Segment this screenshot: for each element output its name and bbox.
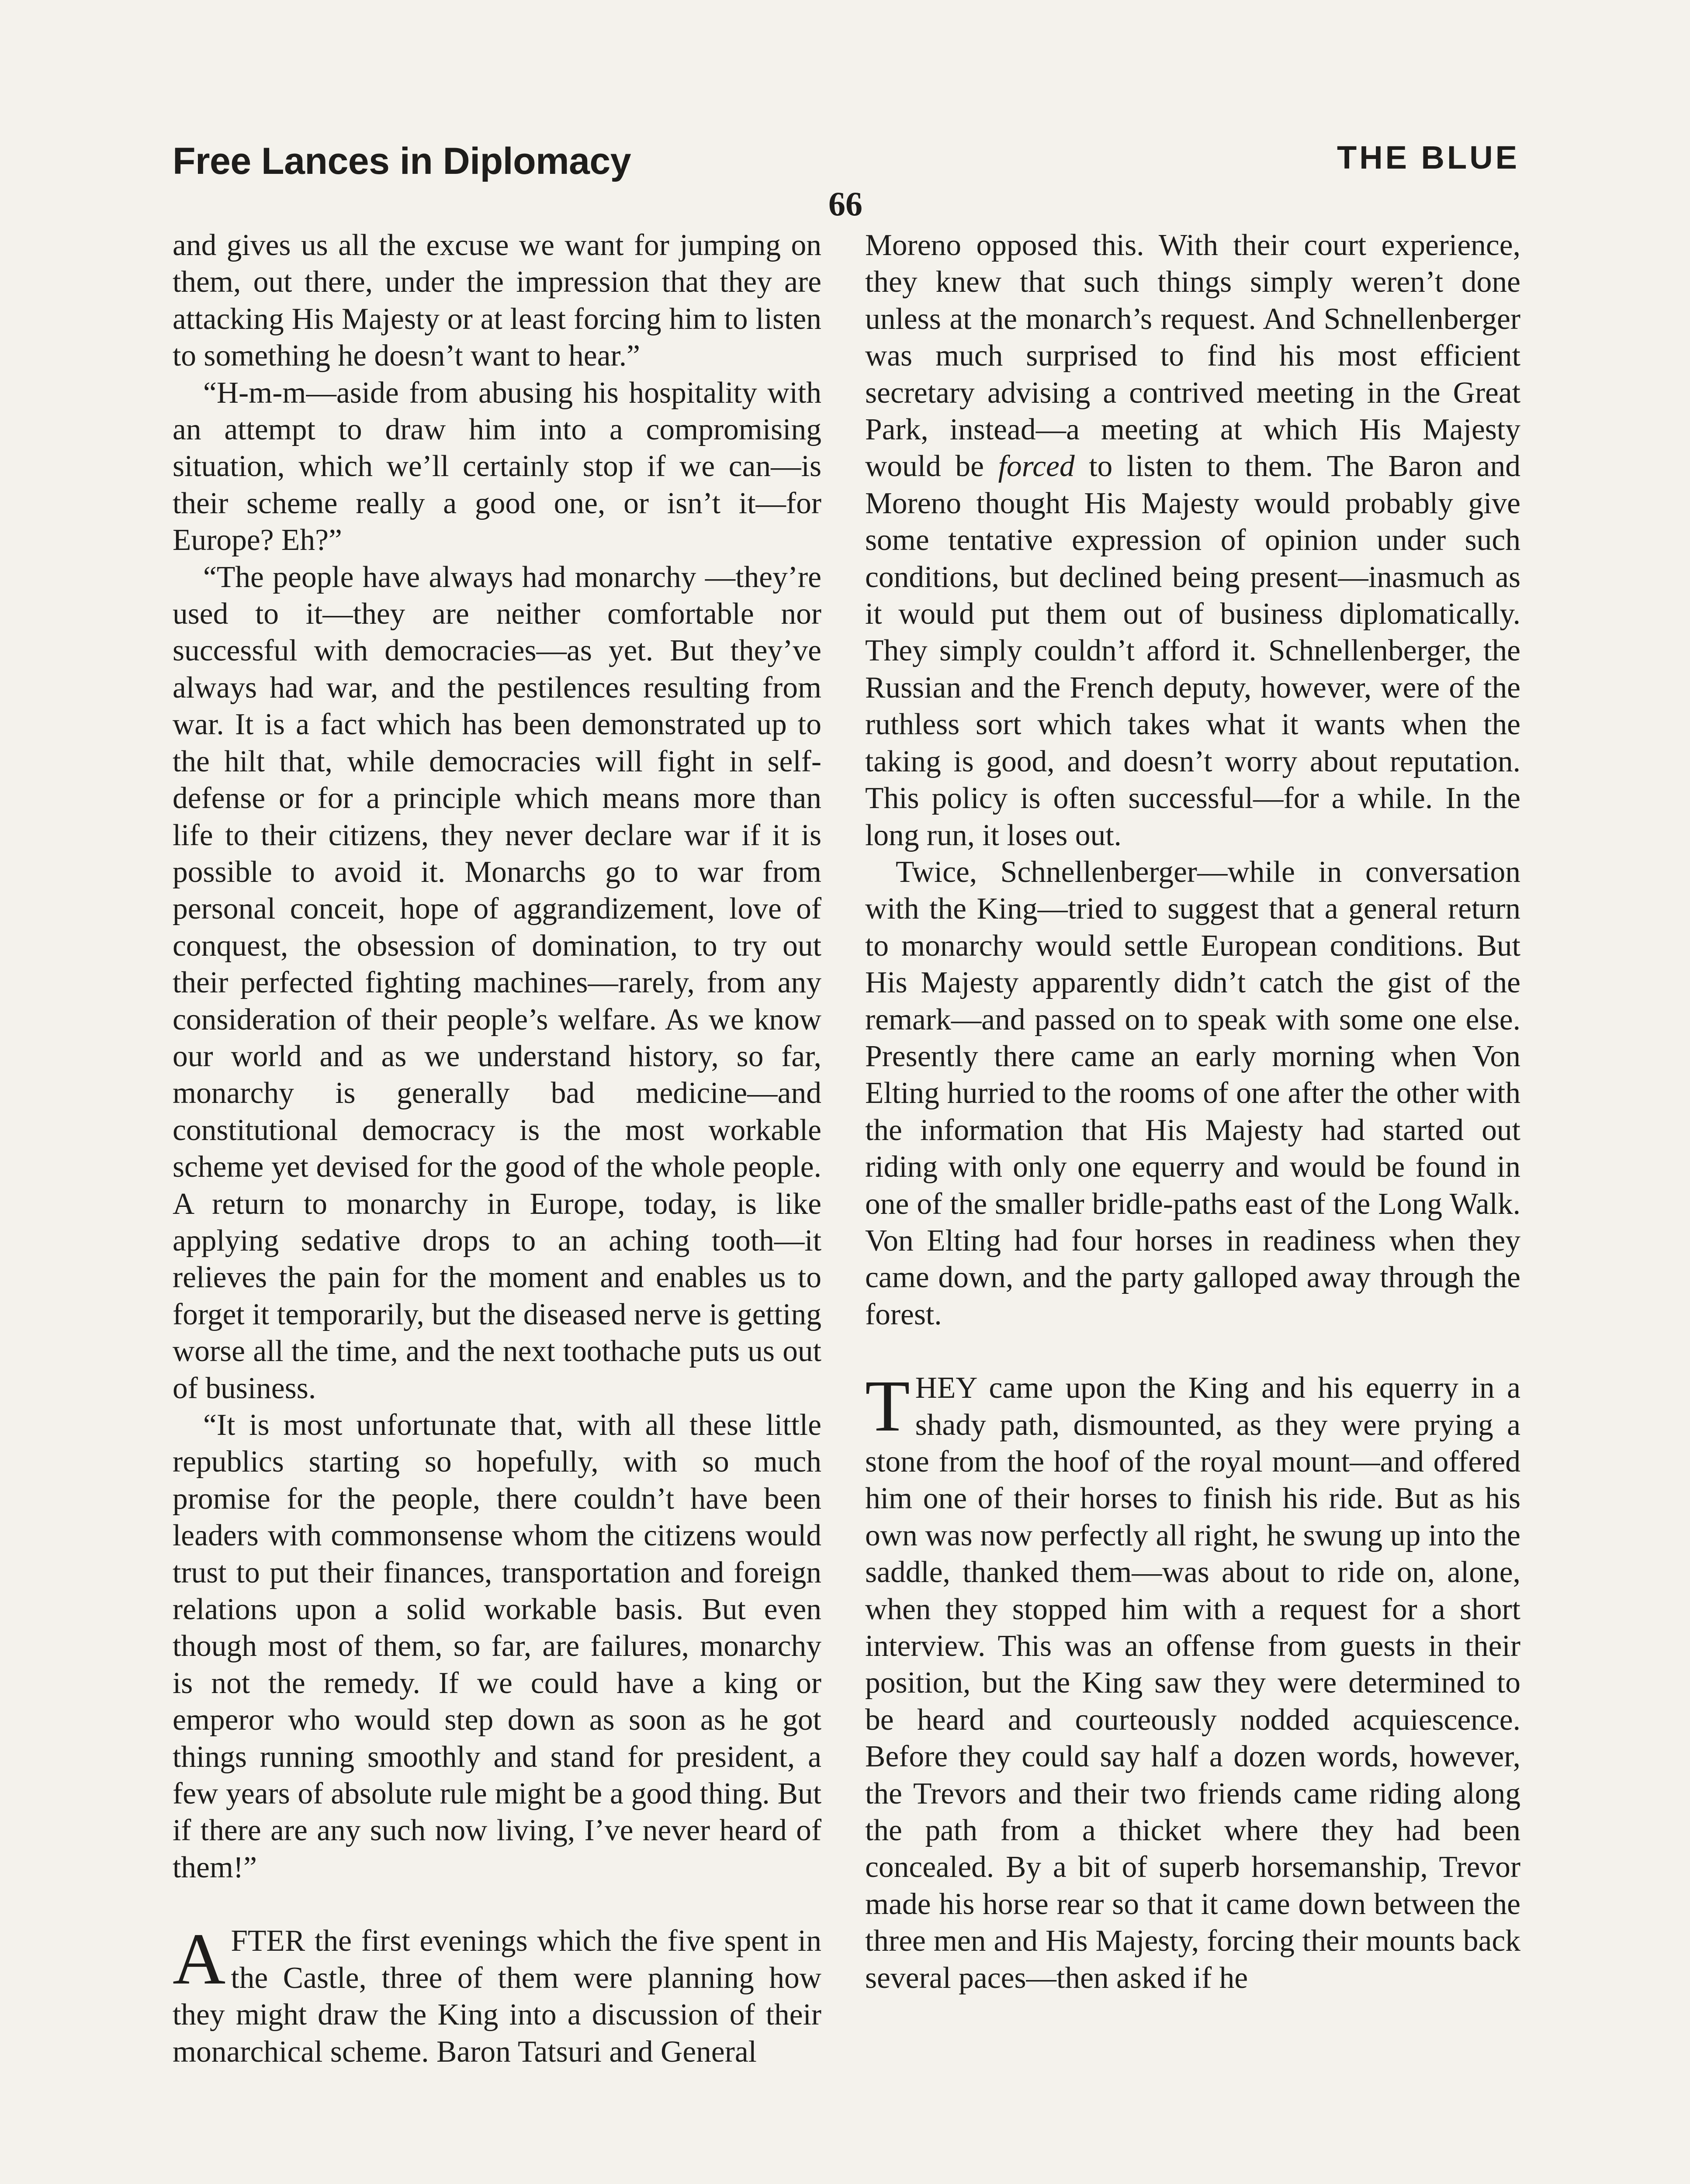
paragraph: “It is most unfortunate that, with all these little republics starting so hopefully, with so much promise for the people, there couldn’t have been leaders with commonsense whom the citizens would trust to put their finances, transportation and foreign relations upon a solid workable basis. But even though most of them, so far, are failures, monarchy is not the remedy. If we could have a king or emperor who would step down as soon as he got things running smoothly and stand for president, a few years of absolute rule might be a good thing. But if there are any such now living, I’ve never heard of them!” bbox=[173, 1408, 821, 1884]
drop-cap: A bbox=[173, 1918, 226, 2000]
magazine-name: THE BLUE bbox=[1337, 139, 1520, 176]
emphasis-text: forced bbox=[998, 449, 1075, 484]
paragraph: Twice, Schnellenberger—while in conversation with the King—tried to suggest that a general return to monarchy would settle European conditions. But His Majesty apparently didn’t catch the gist of the remark—and passed on to speak with some one else. Presently there came an early morning when Von Elting hurried to the rooms of one after the other with the information that His Majesty had started out riding with only one equerry and would be found in one of the smaller bridle-paths east of the Long Walk. Von Elting had four horses in readiness when they came down, and the party galloped away through the forest. bbox=[865, 855, 1520, 1331]
drop-cap: T bbox=[865, 1365, 910, 1447]
paragraph-text: HEY came upon the King and his equerry in a shady path, dismounted, as they were prying a stone from the hoof of the royal mount—and offered him one of their horses to finish his ride. But as his own was now perfectly all right, he swung up into the saddle, thanked them—was about to ride on, alone, when they stopped him with a request for a short interview. This was an offense from guests in their position, but the King saw they were determined to be heard and courteously nodded acquiescence. Before they could say half a dozen words, however, the Trevors and their two friends came riding along the path from a thicket where they had been concealed. By a bit of superb horsemanship, Trevor made his horse rear so that it came down between the three men and His Majesty, forcing their mounts back several paces—then asked if he bbox=[865, 1371, 1520, 1995]
left-column bbox=[173, 227, 821, 2070]
paragraph-text: Moreno opposed this. With their court experience, they knew that such things simply weren’t done unless at the monarch’s request. And Schnellenberger was much surprised to find his most efficient secretary advising a contrived meeting in the Great Park, instead—a meeting at which His Majesty would be bbox=[865, 228, 1520, 484]
paragraph: “H-m-m—aside from abusing his hospitality with an attempt to draw him into a compromising situation, which we’ll certainly stop if we can—is their scheme really a good one, or isn’t it—for Europe? Eh?” bbox=[173, 376, 821, 557]
paragraph-text: FTER the first evenings which the five spent in the Castle, three of them were planning how they might draw the King into a discussion of their monarchical scheme. Baron Tatsuri and General bbox=[173, 1924, 821, 2069]
page-number: 66 bbox=[828, 185, 862, 223]
section-paragraph bbox=[865, 1365, 1520, 1997]
right-column bbox=[865, 227, 1520, 1997]
section-paragraph bbox=[173, 1918, 821, 2070]
paragraph: “The people have always had monarchy —they’re used to it—they are neither comfortable nor successful with democracies—as yet. But they’ve always had war, and the pestilences resulting from war. It is a fact which has been demonstrated up to the hilt that, while democracies will fight in self-defense or for a principle which means more than life to their citizens, they never declare war if it is possible to avoid it. Monarchs go to war from personal conceit, hope of aggrandizement, love of conquest, the obsession of domination, to try out their perfected fighting machines—rarely, from any consideration of their people’s welfare. As we know our world and as we understand history, so far, monarchy is generally bad medicine—and constitutional democracy is the most workable scheme yet devised for the good of the whole people. A return to monarchy in Europe, today, is like applying sedative drops to an aching tooth—it relieves the pain for the moment and enables us to forget it temporarily, but the diseased nerve is getting worse all the time, and the next toothache puts us out of business. bbox=[173, 560, 821, 1405]
paragraph: and gives us all the excuse we want for jumping on them, out there, under the impression that they are attacking His Majesty or at least forcing him to listen to something he doesn’t want to hear.” bbox=[173, 228, 821, 373]
paragraph bbox=[865, 227, 1520, 854]
paragraph-text: to listen to them. The Baron and Moreno thought His Majesty would probably give some tentative expression of opinion under such conditions, but declined being present—inasmuch as it would put them out of business diplomatically. They simply couldn’t afford it. Schnellenberger, the Russian and the French deputy, however, were of the ruthless sort which takes what it wants when the taking is good, and doesn’t worry about reputation. This policy is often successful—for a while. In the long run, it loses out. bbox=[865, 449, 1520, 852]
running-title: Free Lances in Diplomacy bbox=[173, 140, 631, 182]
